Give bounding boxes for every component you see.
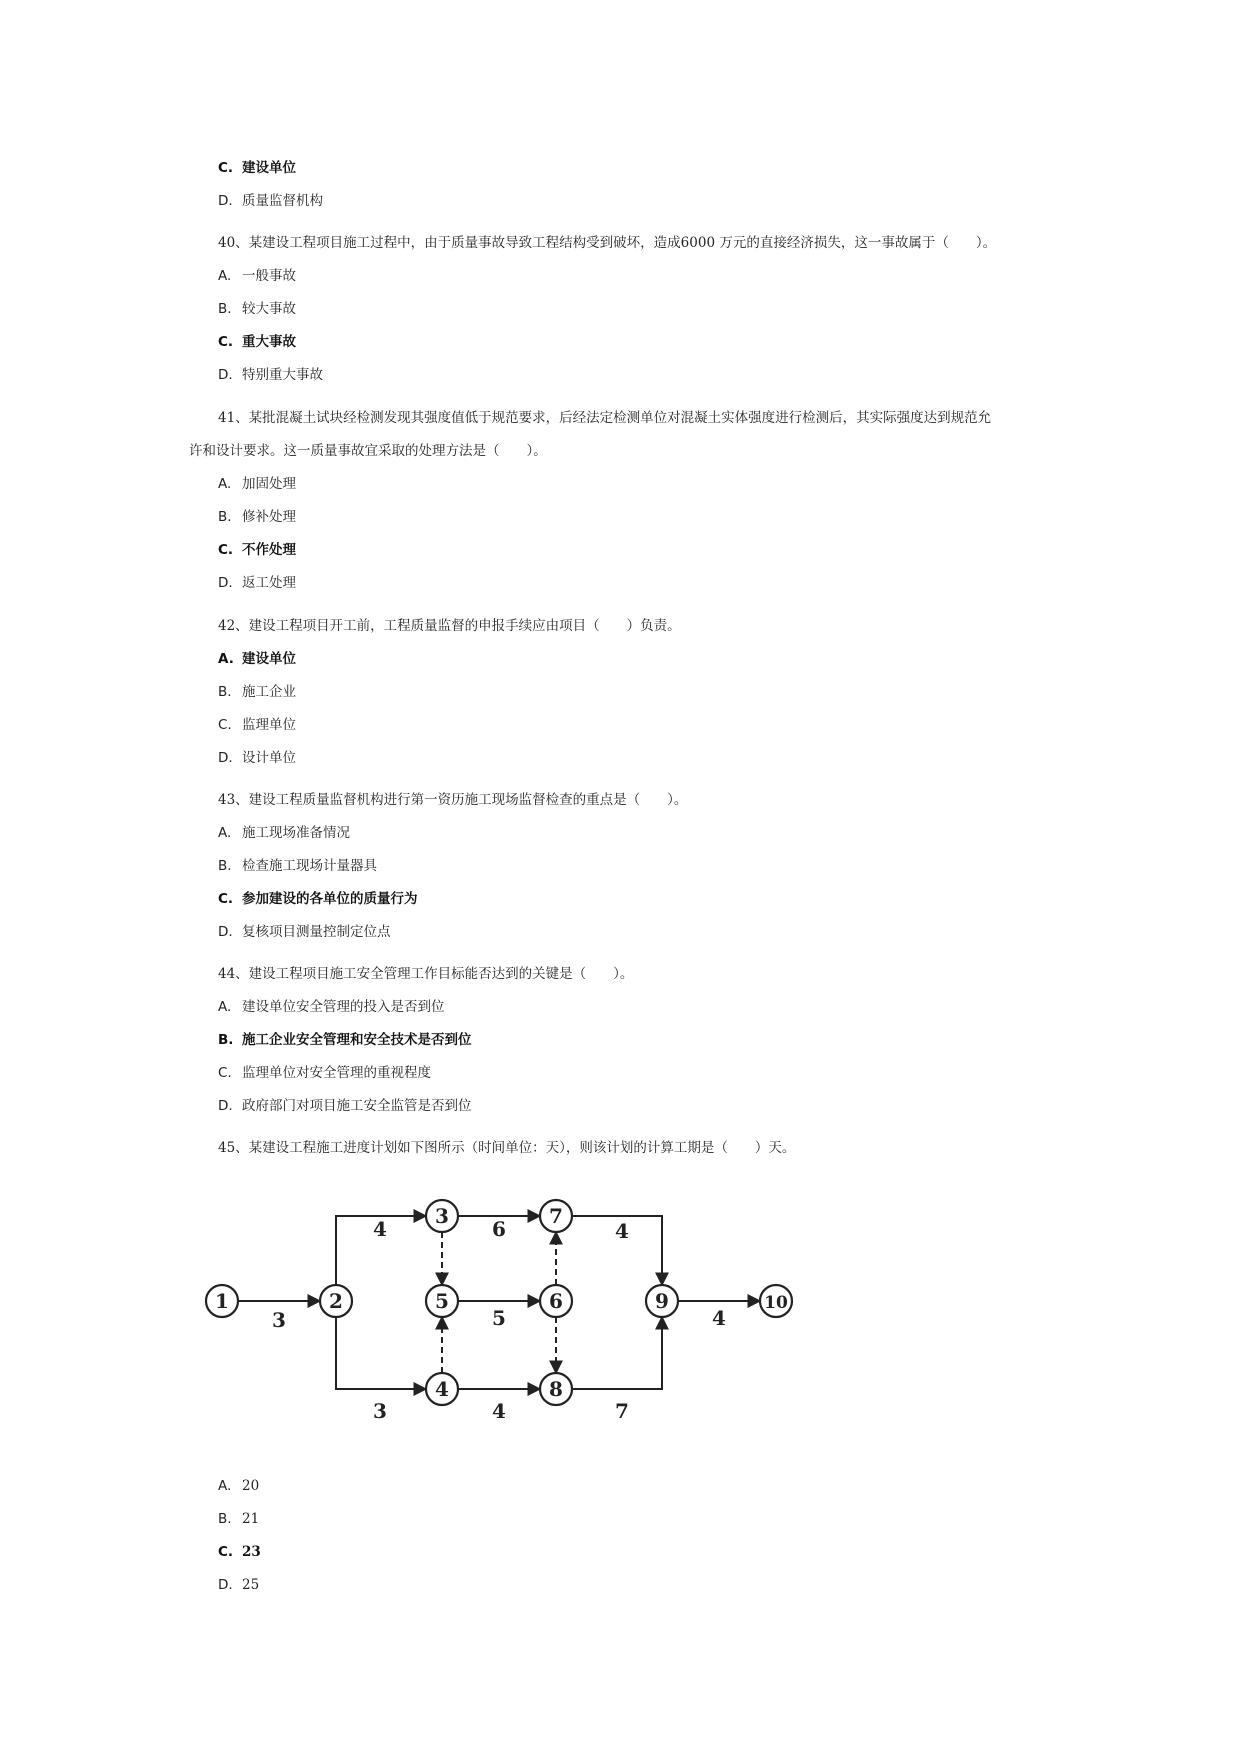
- option-text: 复核项目测量控制定位点: [242, 924, 391, 940]
- activity-duration-label: 4: [373, 1217, 387, 1241]
- option-letter: C.: [218, 891, 234, 907]
- option-text: 监理单位对安全管理的重视程度: [242, 1065, 431, 1081]
- option-letter: B.: [218, 509, 232, 525]
- option-letter: C.: [218, 1065, 232, 1081]
- option-letter: D.: [218, 193, 233, 209]
- activity-arrow: [336, 1317, 426, 1389]
- option-text: 设计单位: [242, 750, 296, 766]
- option-text: 重大事故: [242, 334, 296, 350]
- option-text: 返工处理: [242, 575, 296, 591]
- activity-duration-label: 3: [272, 1308, 286, 1332]
- network-node-label: 8: [549, 1377, 563, 1401]
- option-text: 建设单位安全管理的投入是否到位: [242, 999, 445, 1015]
- activity-duration-label: 6: [492, 1217, 506, 1241]
- option-letter: C.: [218, 334, 234, 350]
- question-body: 40、某建设工程项目施工过程中，由于质量事故导致工程结构受到破坏，造成6000 万元的直接经济损失，这一事故属于（ ）。: [218, 235, 997, 251]
- option-text: 建设单位: [242, 651, 296, 667]
- option-letter: A.: [218, 651, 234, 667]
- network-node-label: 9: [655, 1289, 669, 1313]
- option-text: 质量监督机构: [242, 193, 323, 209]
- option-letter: D.: [218, 367, 233, 383]
- option-text: 加固处理: [242, 476, 296, 492]
- network-node-label: 1: [215, 1289, 229, 1313]
- question-body: 44、建设工程项目施工安全管理工作目标能否达到的关键是（ ）。: [218, 966, 634, 982]
- option-letter: C.: [218, 717, 232, 733]
- option-text: 23: [242, 1544, 261, 1560]
- activity-duration-label: 5: [492, 1306, 506, 1330]
- option-text: 参加建设的各单位的质量行为: [242, 891, 418, 907]
- activity-duration-label: 3: [373, 1399, 387, 1423]
- option-text: 检查施工现场计量器具: [242, 858, 377, 874]
- option-letter: B.: [218, 1032, 234, 1048]
- question-body: 许和设计要求。这一质量事故宜采取的处理方法是（ ）。: [189, 443, 547, 459]
- option-letter: D.: [218, 1098, 233, 1114]
- option-letter: B.: [218, 301, 232, 317]
- option-letter: A.: [218, 268, 232, 284]
- option-letter: D.: [218, 750, 233, 766]
- network-node-label: 3: [435, 1204, 449, 1228]
- option-letter: C.: [218, 542, 234, 558]
- option-text: 一般事故: [242, 268, 296, 284]
- option-letter: D.: [218, 1577, 233, 1593]
- option-letter: C.: [218, 1544, 234, 1560]
- option-letter: B.: [218, 684, 232, 700]
- option-text: 25: [242, 1577, 260, 1593]
- network-node-label: 10: [764, 1293, 788, 1313]
- option-letter: D.: [218, 575, 233, 591]
- activity-duration-label: 7: [615, 1399, 629, 1423]
- question-body: 43、建设工程质量监督机构进行第一资历施工现场监督检查的重点是（ ）。: [218, 792, 688, 808]
- network-node-label: 6: [549, 1289, 563, 1313]
- activity-arrow: [572, 1317, 662, 1389]
- option-letter: A.: [218, 825, 232, 841]
- network-node-label: 4: [435, 1377, 449, 1401]
- option-letter: B.: [218, 1511, 232, 1527]
- option-text: 特别重大事故: [242, 367, 323, 383]
- question-body: 42、建设工程项目开工前，工程质量监督的申报手续应由项目（ ）负责。: [218, 618, 681, 634]
- option-letter: C.: [218, 160, 234, 176]
- option-letter: B.: [218, 858, 232, 874]
- option-text: 不作处理: [242, 542, 296, 558]
- option-text: 施工企业: [242, 684, 296, 700]
- network-node-label: 5: [435, 1289, 449, 1313]
- option-text: 施工现场准备情况: [242, 825, 350, 841]
- option-text: 监理单位: [242, 717, 296, 733]
- option-text: 20: [242, 1478, 260, 1494]
- activity-duration-label: 4: [615, 1219, 629, 1243]
- network-node-label: 2: [329, 1289, 343, 1313]
- option-text: 建设单位: [242, 160, 296, 176]
- option-letter: D.: [218, 924, 233, 940]
- option-text: 政府部门对项目施工安全监管是否到位: [242, 1098, 472, 1114]
- option-letter: A.: [218, 1478, 232, 1494]
- option-text: 较大事故: [242, 301, 296, 317]
- question-body: 45、某建设工程施工进度计划如下图所示（时间单位：天），则该计划的计算工期是（ ）天。: [218, 1140, 796, 1156]
- option-letter: A.: [218, 476, 232, 492]
- option-text: 21: [242, 1511, 260, 1527]
- option-letter: A.: [218, 999, 232, 1015]
- option-text: 修补处理: [242, 509, 296, 525]
- option-text: 施工企业安全管理和安全技术是否到位: [242, 1032, 472, 1048]
- network-node-label: 7: [549, 1204, 563, 1228]
- question-body: 41、某批混凝土试块经检测发现其强度值低于规范要求，后经法定检测单位对混凝土实体强度进行检测后，其实际强度达到规范允: [218, 410, 992, 426]
- activity-duration-label: 4: [712, 1306, 726, 1330]
- activity-duration-label: 4: [492, 1399, 506, 1423]
